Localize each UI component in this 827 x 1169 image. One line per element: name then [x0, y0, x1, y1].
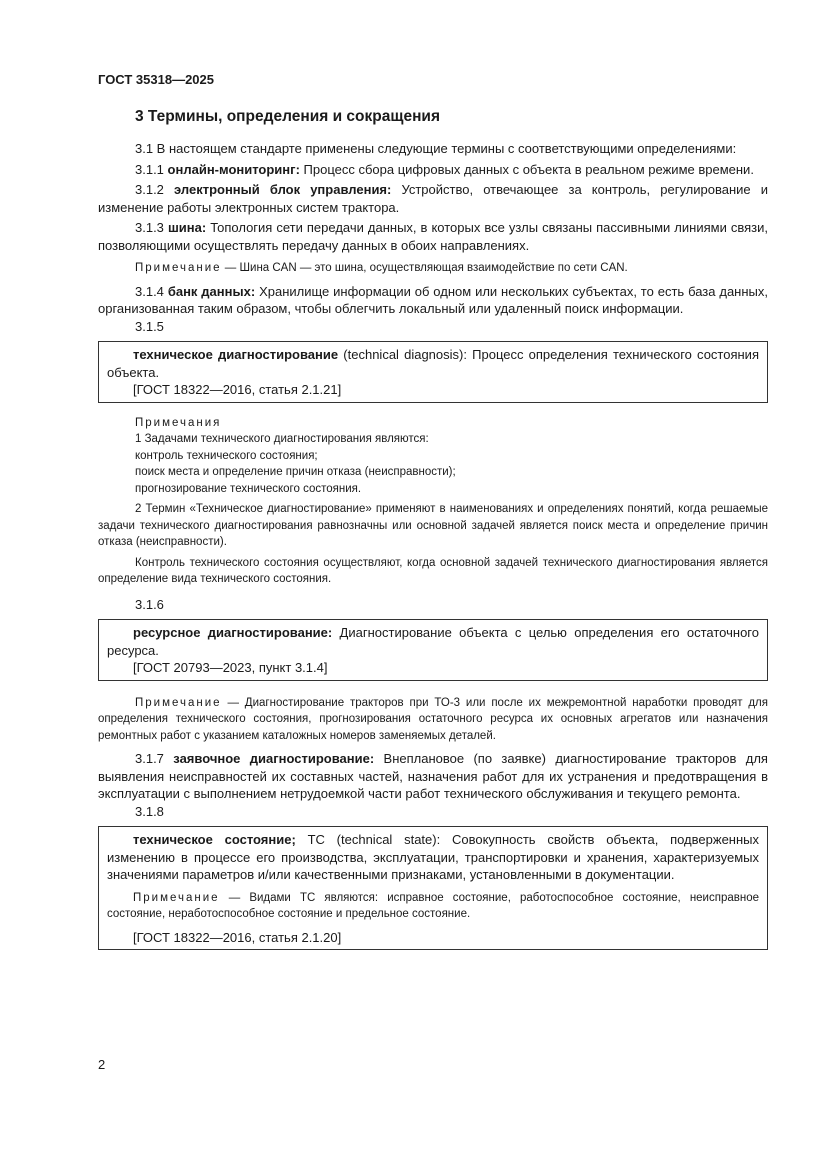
term-3-1-8: техническое состояние; ТС (technical state): Совокупность свойств объекта, подверженных изменению в процессе его производства, эксплуатации, транспортировки и хранения, характеризуемых значениями параметров и/или качественными признаками, установленными в документации.	[107, 832, 759, 882]
term-3-1-1: 3.1.1 онлайн-мониторинг: Процесс сбора цифровых данных с объекта в реальном режиме времени.	[135, 161, 754, 177]
term-3-1-5: техническое диагностирование (technical diagnosis): Процесс определения технического состояния объекта.	[107, 347, 759, 380]
term-3-1-5-source: [ГОСТ 18322—2016, статья 2.1.21]	[133, 382, 342, 397]
term-3-1-8-box	[98, 826, 768, 950]
document-header: ГОСТ 35318—2025	[98, 72, 214, 87]
term-3-1-6-source: [ГОСТ 20793—2023, пункт 3.1.4]	[133, 660, 328, 675]
note-3-1-5-2: 2 Термин «Техническое диагностирование» применяют в наименованиях и определениях понятий, когда решаемые задачи технического диагностирования равнозначны или основной задачей является поиск места и определение причин отказа (неисправности).	[98, 503, 768, 548]
term-3-1-4: 3.1.4 банк данных: Хранилище информации об одном или нескольких субъектах, то есть база данных, организованная таким образом, чтобы облегчить локальный или удаленный поиск информации.	[98, 283, 768, 316]
term-3-1-2: 3.1.2 электронный блок управления: Устройство, отвечающее за контроль, регулирование и изменение работы электронных систем трактора.	[98, 182, 768, 215]
page-number: 2	[98, 1057, 106, 1072]
document-page	[98, 72, 768, 958]
term-3-1-5-number: 3.1.5	[135, 318, 164, 334]
note-3-1-5-1b: поиск места и определение причин отказа (неисправности);	[135, 466, 456, 478]
term-3-1-8-source: [ГОСТ 18322—2016, статья 2.1.20]	[133, 929, 342, 945]
notes-3-1-5-label: Примечания	[135, 416, 222, 429]
term-3-1-7: 3.1.7 заявочное диагностирование: Внеплановое (по заявке) диагностирование тракторов для выявления неисправностей их составных частей, назначения работ для их устранения и предотвращения в эксплуатации с выполнением нетрудоемкой части работ технического обслуживания и текущего ремонта.	[98, 751, 768, 801]
section-title: 3 Термины, определения и сокращения	[135, 108, 440, 125]
note-3-1-8: Примечание — Видами ТС являются: исправное состояние, работоспособное состояние, неисправное состояние, неработоспособное состояние и предельное состояние.	[107, 891, 760, 920]
term-3-1-3: 3.1.3 шина: Топология сети передачи данных, в которых все узлы связаны пассивными линиями связи, позволяющими осуществлять передачу данных в обоих направлениях.	[98, 220, 768, 253]
term-3-1-6: ресурсное диагностирование: Диагностирование объекта с целью определения его остаточного ресурса.	[107, 625, 759, 658]
intro-paragraph: 3.1 В настоящем стандарте применены следующие термины с соответствующими определениями:	[135, 141, 737, 156]
note-3-1-5-1a: контроль технического состояния;	[135, 449, 318, 462]
term-3-1-6-box	[98, 619, 768, 681]
note-3-1-3: Примечание — Шина CAN — это шина, осуществляющая взаимодействие по сети CAN.	[135, 262, 628, 274]
term-3-1-6-number: 3.1.6	[135, 596, 164, 612]
note-3-1-6: Примечание — Диагностирование тракторов при ТО-3 или после их межремонтной наработки проводят для определения технического состояния, прогнозирования остаточного ресурса их основных агрегатов или назначения ремонтных работ с указанием каталожных номеров заменяемых деталей.	[98, 696, 768, 742]
note-3-1-5-3: Контроль технического состояния осуществляют, когда основной задачей технического диагностирования является определение вида технического состояния.	[98, 556, 768, 585]
note-3-1-5-1: 1 Задачами технического диагностирования являются:	[135, 433, 429, 445]
term-3-1-5-box	[98, 341, 768, 403]
note-3-1-5-1c: прогнозирование технического состояния.	[135, 482, 362, 495]
term-3-1-8-number: 3.1.8	[135, 803, 164, 819]
